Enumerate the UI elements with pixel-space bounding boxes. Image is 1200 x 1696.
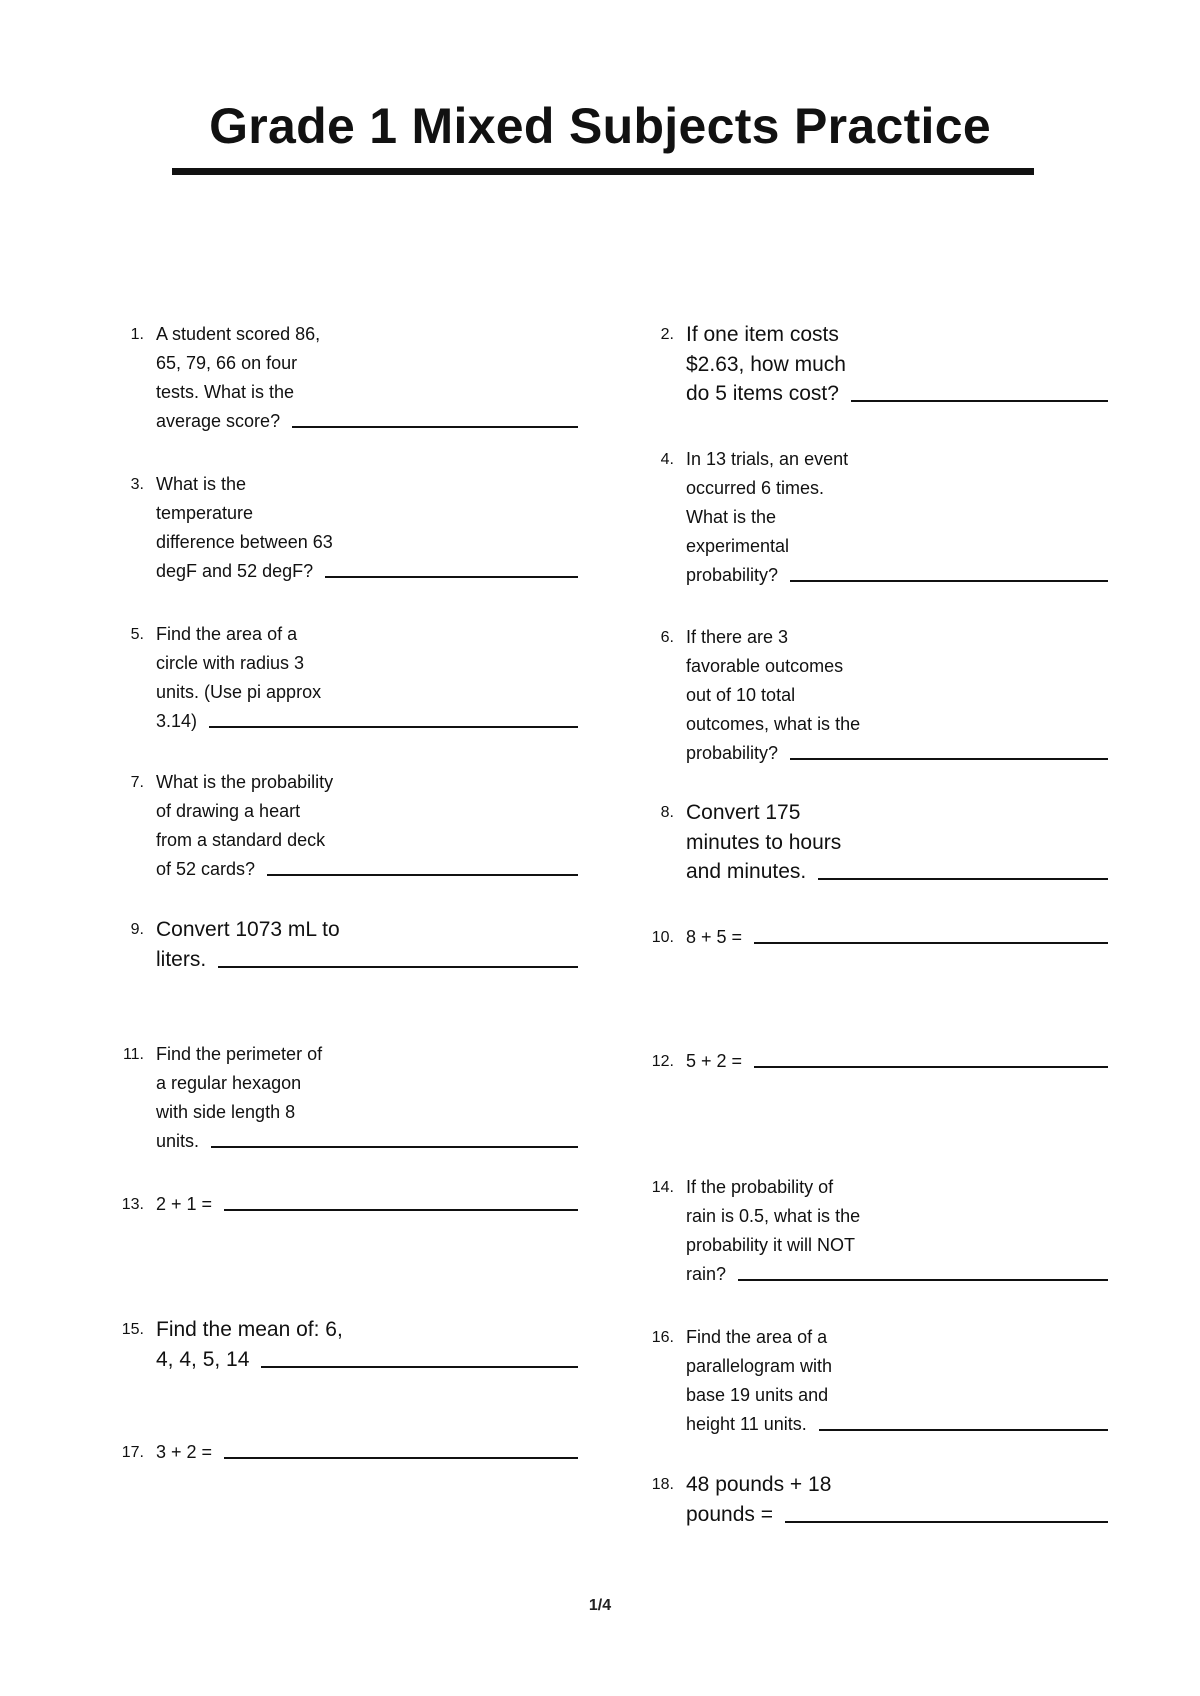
- question-line: circle with radius 3: [156, 653, 305, 673]
- answer-blank[interactable]: [218, 966, 578, 968]
- question-line: temperature: [156, 503, 254, 523]
- question-number: 17.: [121, 1444, 144, 1461]
- question-line: of drawing a heart: [156, 801, 301, 821]
- answer-blank[interactable]: [785, 1521, 1108, 1523]
- question-line: occurred 6 times.: [686, 478, 825, 498]
- question-number: 7.: [130, 774, 144, 791]
- question-line: What is the: [156, 474, 247, 494]
- question-line: Convert 1073 mL to: [156, 918, 340, 941]
- question-text: [156, 1040, 356, 1156]
- question-text: [686, 1323, 886, 1439]
- question-text: [156, 320, 356, 436]
- question-line: If there are 3: [686, 627, 789, 647]
- question-line: rain is 0.5, what is the: [686, 1206, 861, 1226]
- question-line: average score?: [156, 411, 281, 431]
- question-line: outcomes, what is the: [686, 714, 861, 734]
- question-number: 2.: [660, 326, 674, 343]
- question-number: 14.: [651, 1179, 674, 1196]
- question-line: of 52 cards?: [156, 859, 256, 879]
- answer-blank[interactable]: [790, 580, 1108, 582]
- question-line: Find the mean of: 6,: [156, 1318, 343, 1341]
- question-line: difference between 63: [156, 532, 333, 552]
- question-line: probability?: [686, 565, 779, 585]
- question-line: minutes to hours: [686, 830, 842, 854]
- question-text: [156, 620, 356, 736]
- answer-blank[interactable]: [754, 942, 1108, 944]
- question-text: [686, 923, 886, 952]
- page-number: 1/4: [588, 1597, 612, 1614]
- question-number: 12.: [651, 1053, 674, 1070]
- question-text: [686, 445, 886, 590]
- question-text: [156, 470, 356, 586]
- question-line: height 11 units.: [686, 1414, 807, 1434]
- answer-blank[interactable]: [754, 1066, 1108, 1068]
- question-line: If one item costs: [686, 323, 839, 346]
- answer-blank[interactable]: [224, 1457, 578, 1459]
- question-text: [686, 623, 886, 768]
- question-line: a regular hexagon: [156, 1073, 302, 1093]
- question-line: 65, 79, 66 on four: [156, 353, 298, 373]
- question-line: pounds =: [686, 1502, 773, 1526]
- question-number: 16.: [651, 1329, 674, 1346]
- title-divider: [172, 168, 1034, 175]
- question-line: units.: [156, 1131, 200, 1151]
- question-line: and minutes.: [686, 860, 807, 883]
- answer-blank[interactable]: [267, 874, 578, 876]
- question-text: [156, 1190, 356, 1219]
- question-line: 48 pounds + 18: [686, 1473, 832, 1496]
- question-line: 2 + 1 =: [156, 1194, 213, 1214]
- question-text: [686, 1047, 886, 1076]
- question-line: rain?: [686, 1264, 727, 1284]
- question-line: tests. What is the: [156, 382, 295, 402]
- question-line: If the probability of: [686, 1177, 834, 1197]
- question-line: 5 + 2 =: [686, 1051, 743, 1071]
- question-number: 10.: [651, 929, 674, 946]
- question-line: $2.63, how much: [686, 352, 846, 376]
- question-line: with side length 8: [156, 1102, 296, 1122]
- question-line: Find the area of a: [686, 1327, 828, 1347]
- question-line: from a standard deck: [156, 830, 326, 850]
- question-number: 18.: [651, 1476, 674, 1493]
- question-number: 5.: [130, 626, 144, 643]
- question-line: base 19 units and: [686, 1385, 829, 1405]
- question-text: [156, 1438, 356, 1467]
- answer-blank[interactable]: [818, 878, 1108, 880]
- question-line: 8 + 5 =: [686, 927, 743, 947]
- question-line: Convert 175: [686, 801, 801, 824]
- answer-blank[interactable]: [790, 758, 1108, 760]
- answer-blank[interactable]: [209, 726, 578, 728]
- answer-blank[interactable]: [261, 1366, 578, 1368]
- question-line: out of 10 total: [686, 685, 796, 705]
- question-number: 11.: [122, 1046, 144, 1063]
- question-line: liters.: [156, 947, 207, 971]
- question-line: degF and 52 degF?: [156, 561, 314, 581]
- question-number: 13.: [121, 1196, 144, 1213]
- question-text: [686, 1173, 886, 1289]
- question-line: A student scored 86,: [156, 324, 321, 344]
- page-title: Grade 1 Mixed Subjects Practice: [209, 98, 991, 154]
- question-text: [156, 768, 356, 884]
- question-line: parallelogram with: [686, 1356, 833, 1376]
- question-line: In 13 trials, an event: [686, 449, 849, 469]
- answer-blank[interactable]: [292, 426, 578, 428]
- question-line: What is the probability: [156, 772, 334, 792]
- question-number: 4.: [660, 451, 674, 468]
- question-line: What is the: [686, 507, 777, 527]
- answer-blank[interactable]: [325, 576, 578, 578]
- question-line: do 5 items cost?: [686, 382, 839, 405]
- question-number: 3.: [130, 476, 144, 493]
- question-line: 3.14): [156, 711, 198, 731]
- question-text: [686, 320, 886, 409]
- question-line: 4, 4, 5, 14: [156, 1347, 250, 1371]
- question-line: probability?: [686, 743, 779, 763]
- question-number: 15.: [121, 1321, 144, 1338]
- question-line: experimental: [686, 536, 790, 556]
- question-line: Find the perimeter of: [156, 1044, 323, 1064]
- answer-blank[interactable]: [851, 400, 1108, 402]
- question-number: 6.: [660, 629, 674, 646]
- question-line: Find the area of a: [156, 624, 298, 644]
- question-number: 9.: [130, 921, 144, 938]
- answer-blank[interactable]: [738, 1279, 1108, 1281]
- question-line: probability it will NOT: [686, 1235, 856, 1255]
- answer-blank[interactable]: [224, 1209, 578, 1211]
- question-line: favorable outcomes: [686, 656, 844, 676]
- question-number: 1.: [130, 326, 144, 343]
- question-line: units. (Use pi approx: [156, 682, 322, 702]
- answer-blank[interactable]: [819, 1429, 1108, 1431]
- question-text: [686, 798, 886, 887]
- question-line: 3 + 2 =: [156, 1442, 213, 1462]
- question-number: 8.: [660, 804, 674, 821]
- answer-blank[interactable]: [211, 1146, 578, 1148]
